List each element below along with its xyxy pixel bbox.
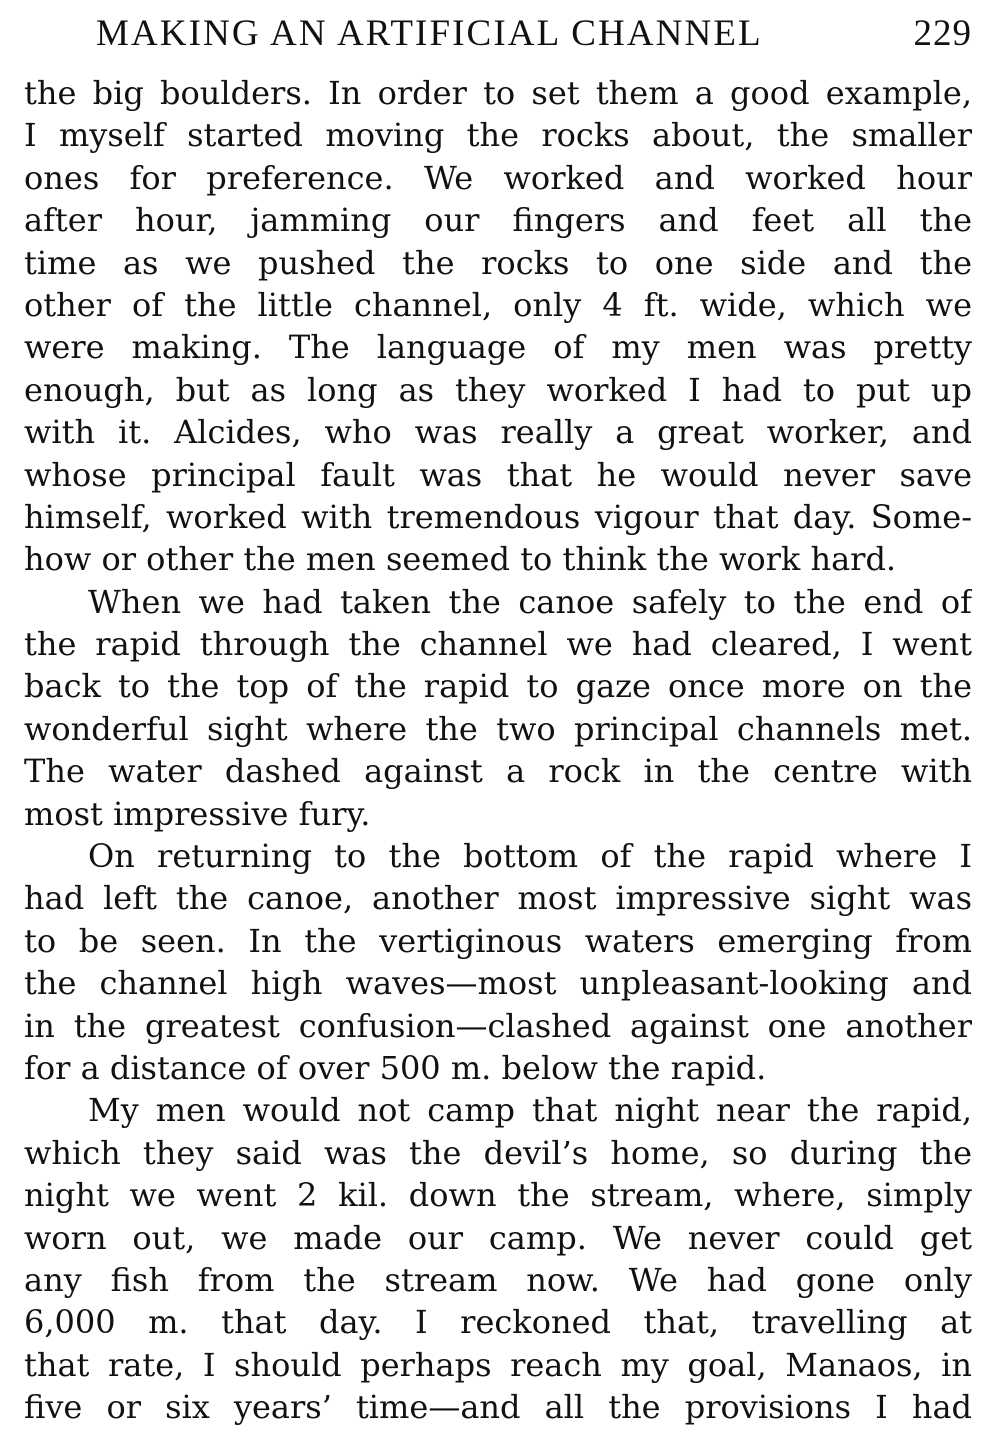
text-line: in the greatest confusion—clashed against one another — [24, 1006, 972, 1045]
text-line: how or other the men seemed to think the work hard. — [24, 540, 897, 579]
text-line: five or six years’ time—and all the provisions I had — [24, 1388, 972, 1427]
text-line: On returning to the bottom of the rapid where I — [88, 837, 972, 876]
text-line: ones for preference. We worked and worked hour — [24, 158, 972, 197]
text-line: enough, but as long as they worked I had to put up — [24, 370, 972, 409]
text-line: which they said was the devil’s home, so during the — [24, 1133, 972, 1172]
text-line: worn out, we made our camp. We never could get — [24, 1218, 972, 1257]
text-line: for a distance of over 500 m. below the rapid. — [24, 1048, 767, 1087]
text-line: The water dashed against a rock in the centre with — [24, 752, 972, 791]
text-line: the channel high waves—most unpleasant-looking and — [24, 964, 972, 1003]
text-line: after hour, jamming our fingers and feet all the — [24, 201, 972, 240]
text-line: himself, worked with tremendous vigour that day. Some- — [24, 497, 972, 536]
body-text — [24, 72, 972, 1429]
text-line: My men would not camp that night near the rapid, — [88, 1091, 972, 1130]
text-line: back to the top of the rapid to gaze once more on the — [24, 667, 972, 706]
text-line: any fish from the stream now. We had gone only — [24, 1260, 972, 1299]
text-line: to be seen. In the vertiginous waters emerging from — [24, 921, 972, 960]
text-line: most impressive fury. — [24, 794, 371, 833]
text-line: time as we pushed the rocks to one side and the — [24, 243, 972, 282]
text-line: were making. The language of my men was pretty — [24, 328, 972, 367]
text-line: the rapid through the channel we had cleared, I went — [24, 625, 972, 664]
text-line: whose principal fault was that he would never save — [24, 455, 972, 494]
text-line: had left the canoe, another most impressive sight was — [24, 879, 972, 918]
text-line: wonderful sight where the two principal channels met. — [24, 709, 972, 748]
text-line: with it. Alcides, who was really a great worker, and — [24, 413, 972, 452]
page-number: 229 — [913, 13, 972, 54]
running-head — [24, 10, 972, 58]
text-line: When we had taken the canoe safely to the end of — [88, 582, 972, 621]
text-line: I myself started moving the rocks about, the smaller — [24, 116, 972, 155]
text-line: 6,000 m. that day. I reckoned that, travelling at — [24, 1303, 972, 1342]
text-line: night we went 2 kil. down the stream, where, simply — [24, 1176, 972, 1215]
running-head-title: MAKING AN ARTIFICIAL CHANNEL — [96, 13, 763, 54]
text-line: that rate, I should perhaps reach my goal, Manaos, in — [24, 1345, 972, 1384]
text-line: other of the little channel, only 4 ft. wide, which we — [24, 285, 972, 324]
text-line: the big boulders. In order to set them a good example, — [24, 74, 972, 112]
